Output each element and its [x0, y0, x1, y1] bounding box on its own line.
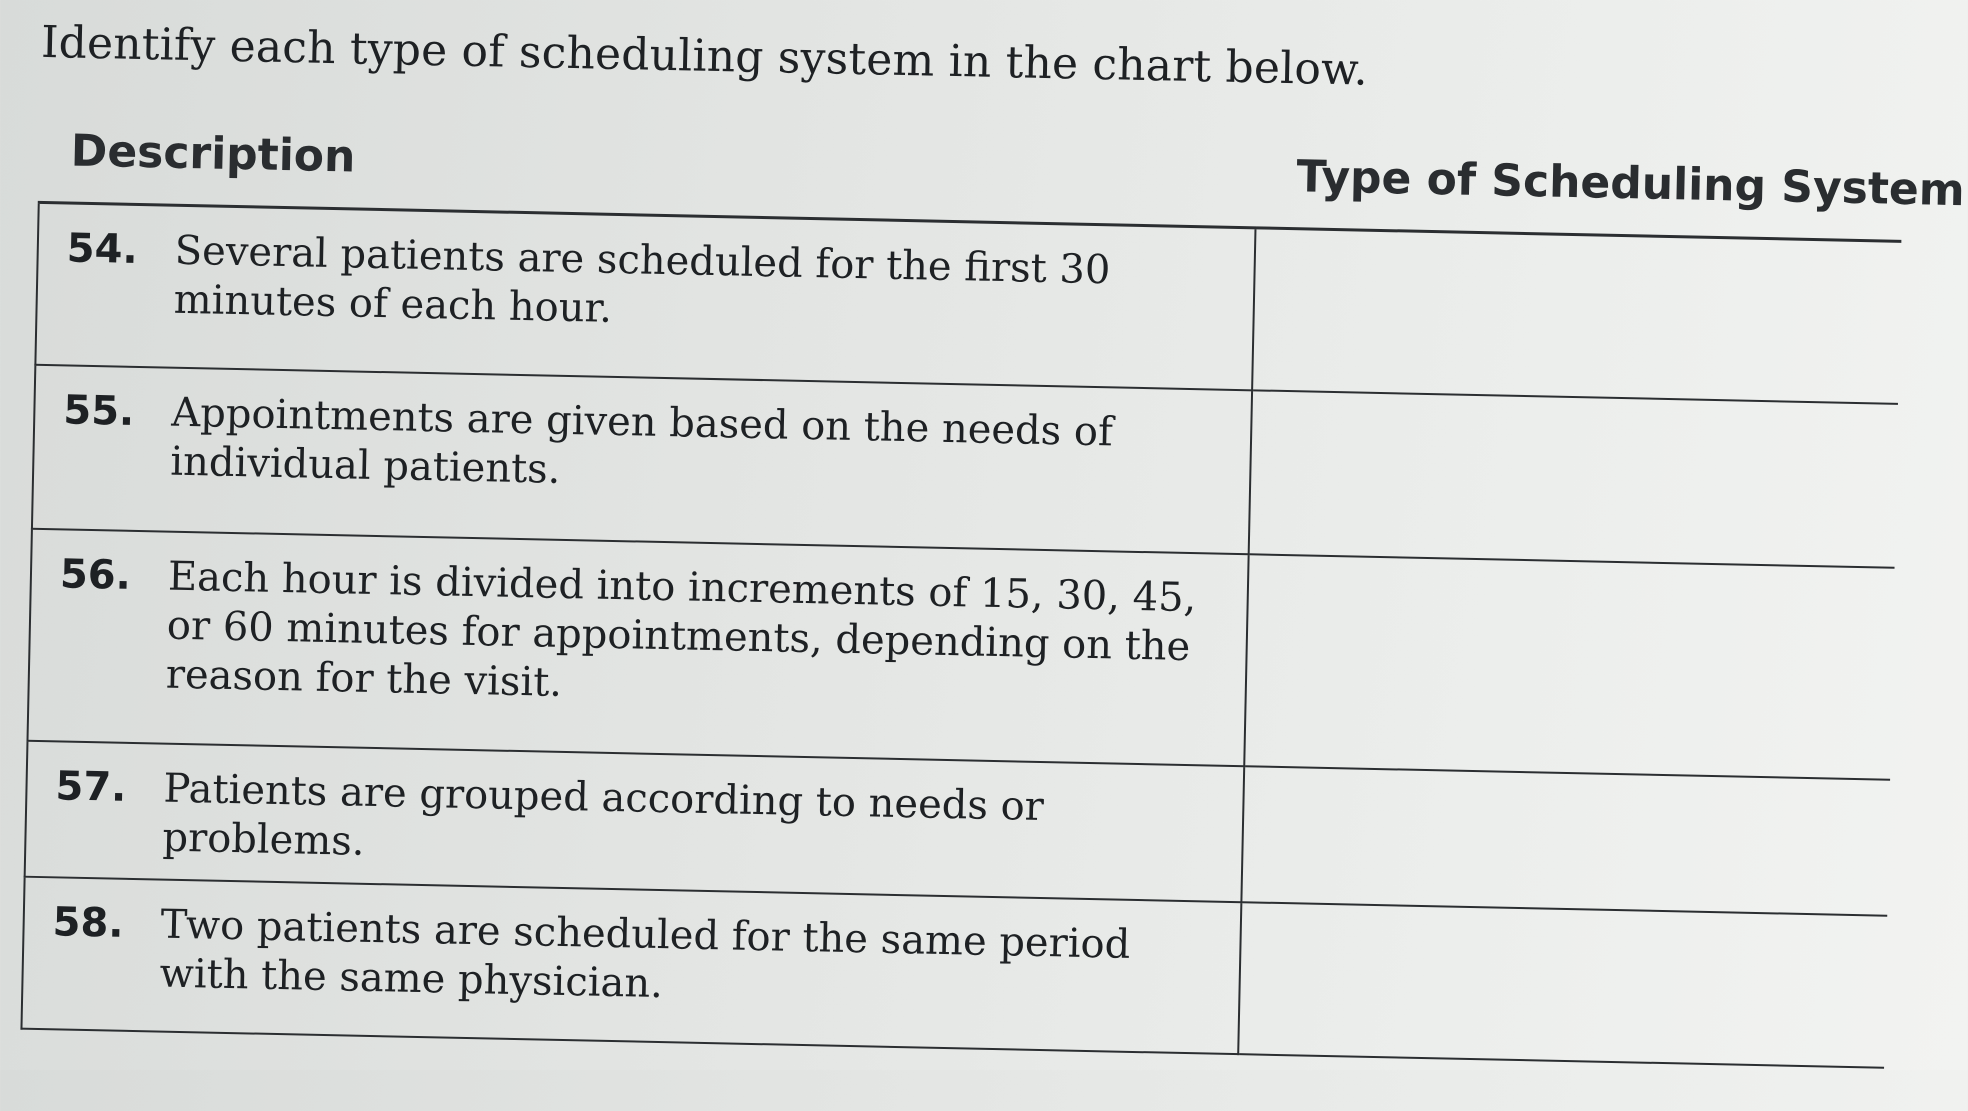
- table-row: [28, 528, 1895, 779]
- answer-cell[interactable]: [1241, 766, 1890, 915]
- answer-cell[interactable]: [1238, 902, 1887, 1067]
- row-description: Two patients are scheduled for the same period with the same physician.: [159, 901, 1131, 1007]
- description-cell: [35, 202, 1255, 389]
- answer-cell[interactable]: [1244, 554, 1894, 779]
- row-description: Several patients are scheduled for the first 30 minutes of each hour.: [173, 227, 1111, 332]
- answer-cell[interactable]: [1249, 390, 1898, 567]
- row-number: 54.: [66, 225, 139, 273]
- row-number: 55.: [62, 386, 135, 435]
- description-column-header: Description: [70, 125, 356, 183]
- description-cell: [28, 528, 1249, 765]
- row-description: Patients are grouped according to needs or problems.: [162, 765, 1045, 865]
- answer-cell[interactable]: [1252, 228, 1901, 403]
- scheduling-chart-table: [20, 201, 1901, 1068]
- row-number: 56.: [59, 550, 132, 599]
- instruction-text: Identify each type of scheduling system in the chart below.: [40, 16, 1369, 96]
- row-description: Appointments are given based on the needs of individual patients.: [169, 389, 1114, 493]
- description-cell: [32, 364, 1252, 553]
- row-description: Each hour is divided into increments of 15, 30, 45, or 60 minutes for appointments, depending on the reason for the visit.: [165, 553, 1197, 706]
- row-number: 58.: [52, 898, 125, 947]
- row-number: 57.: [55, 762, 127, 811]
- description-cell: [25, 740, 1245, 901]
- description-cell: [21, 876, 1241, 1053]
- type-column-header: Type of Scheduling System: [1296, 151, 1966, 217]
